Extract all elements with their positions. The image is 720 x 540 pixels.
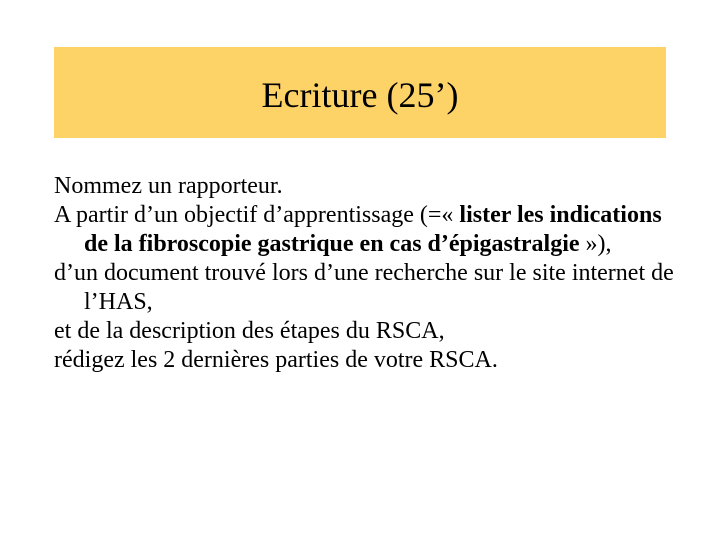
- slide-title: Ecriture (25’): [261, 74, 459, 115]
- instruction-line-redigez: rédigez les 2 dernières parties de votre RSCA.: [54, 347, 498, 373]
- objectif-bold-text: lister les indications de la fibroscopie gastrique en cas d’épigastralgie: [84, 202, 662, 257]
- instruction-line-rapporteur: Nommez un rapporteur.: [54, 173, 283, 199]
- instruction-line-document: d’un document trouvé lors d’une recherche sur le site internet de l’HAS,: [54, 260, 674, 315]
- objectif-prefix: A partir d’un objectif d’apprentissage (=«: [54, 202, 460, 228]
- instruction-line-objectif: [54, 201, 674, 259]
- instruction-line-description: et de la description des étapes du RSCA,: [54, 318, 445, 344]
- objectif-suffix: »),: [579, 231, 612, 257]
- slide-body: [54, 172, 674, 375]
- title-banner: [54, 47, 666, 138]
